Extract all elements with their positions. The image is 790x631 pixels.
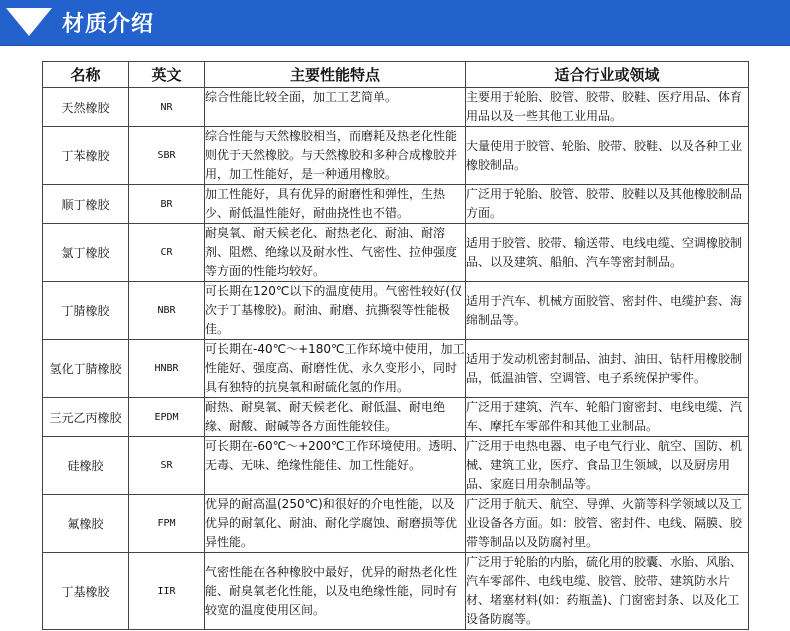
material-abbr: BR: [129, 185, 205, 224]
material-industry: 大量使用于胶管、轮胎、胶带、胶鞋、以及各种工业橡胶制品。: [466, 127, 749, 185]
material-name: 顺丁橡胶: [43, 185, 129, 224]
material-features: 耐臭氧、耐天候老化、耐热老化、耐油、耐溶剂、阻燃、绝缘以及耐水性、气密性、拉伸强度等方面的性能均较好。: [205, 224, 466, 282]
table-row: [43, 495, 749, 553]
header-banner: [0, 0, 790, 46]
material-features: 可长期在120℃以下的温度使用。气密性较好(仅次于丁基橡胶)。耐油、耐磨、抗撕裂等性能极佳。: [205, 282, 466, 340]
page-title: 材质介绍: [62, 12, 155, 37]
material-name: 氯丁橡胶: [43, 224, 129, 282]
material-name: 丁苯橡胶: [43, 127, 129, 185]
material-industry: 广泛用于轮胎、胶管、胶带、胶鞋以及其他橡胶制品方面。: [466, 185, 749, 224]
material-features: 可长期在-60℃～+200℃工作环境使用。透明、无毒、无味、绝缘性能佳、加工性能好。: [205, 437, 466, 495]
material-abbr: FPM: [129, 495, 205, 553]
material-industry: 广泛用于轮胎的内胎，硫化用的胶囊、水胎、风胎、汽车零部件、电线电缆、胶管、胶带、建筑防水片材、堵塞材料(如：药瓶盖)、门窗密封条、以及化工设备防腐等。: [466, 553, 749, 630]
material-abbr: SBR: [129, 127, 205, 185]
material-features: 气密性能在各种橡胶中最好，优异的耐热老化性能、耐臭氧老化性能，以及电绝缘性能，同时有较宽的温度使用区间。: [205, 553, 466, 630]
material-abbr: SR: [129, 437, 205, 495]
material-abbr: HNBR: [129, 340, 205, 398]
table-row: [43, 224, 749, 282]
material-name: 硅橡胶: [43, 437, 129, 495]
material-industry: 适用于胶管、胶带、输送带、电线电缆、空调橡胶制品、以及建筑、船舶、汽车等密封制品。: [466, 224, 749, 282]
material-spec-table: [42, 61, 749, 630]
column-header-english: 英文: [129, 62, 205, 88]
material-name: 天然橡胶: [43, 88, 129, 127]
material-abbr: NBR: [129, 282, 205, 340]
triangle-down-icon: [6, 8, 52, 36]
table-row: [43, 553, 749, 630]
material-industry: 广泛用于建筑、汽车、轮船门窗密封、电线电缆、汽车、摩托车零部件和其他工业制品。: [466, 398, 749, 437]
material-name: 丁腈橡胶: [43, 282, 129, 340]
table-header-row: [43, 62, 749, 88]
material-name: 丁基橡胶: [43, 553, 129, 630]
material-industry: 广泛用于航天、航空、导弹、火箭等科学领域以及工业设备各方面。如：胶管、密封件、电线、隔膜、胶带等制品以及防腐衬里。: [466, 495, 749, 553]
material-name: 三元乙丙橡胶: [43, 398, 129, 437]
table-row: [43, 185, 749, 224]
material-abbr: IIR: [129, 553, 205, 630]
table-row: [43, 88, 749, 127]
table-row: [43, 437, 749, 495]
material-features: 优异的耐高温(250℃)和很好的介电性能，以及优异的耐氧化、耐油、耐化学腐蚀、耐磨损等优异性能。: [205, 495, 466, 553]
table-row: [43, 127, 749, 185]
material-industry: 适用于汽车、机械方面胶管、密封件、电缆护套、海绵制品等。: [466, 282, 749, 340]
table-row: [43, 282, 749, 340]
material-name: 氢化丁腈橡胶: [43, 340, 129, 398]
column-header-features: 主要性能特点: [205, 62, 466, 88]
material-industry: 主要用于轮胎、胶管、胶带、胶鞋、医疗用品、体育用品以及一些其他工业用品。: [466, 88, 749, 127]
material-name: 氟橡胶: [43, 495, 129, 553]
table-row: [43, 340, 749, 398]
material-features: 可长期在-40℃～+180℃工作环境中使用，加工性能好、强度高、耐磨性优、永久变形小，同时具有独特的抗臭氧和耐硫化氢的作用。: [205, 340, 466, 398]
column-header-name: 名称: [43, 62, 129, 88]
material-abbr: NR: [129, 88, 205, 127]
column-header-industry: 适合行业或领域: [466, 62, 749, 88]
material-features: 耐热、耐臭氧、耐天候老化、耐低温、耐电绝缘、耐酸、耐碱等各方面性能较佳。: [205, 398, 466, 437]
material-industry: 适用于发动机密封制品、油封、油田、钻杆用橡胶制品，低温油管、空调管、电子系统保护零件。: [466, 340, 749, 398]
material-abbr: EPDM: [129, 398, 205, 437]
material-features: 综合性能与天然橡胶相当，而磨耗及热老化性能则优于天然橡胶。与天然橡胶和多种合成橡胶并用，加工性能好，是一种通用橡胶。: [205, 127, 466, 185]
material-features: 加工性能好，具有优异的耐磨性和弹性，生热少、耐低温性能好，耐曲挠性也不错。: [205, 185, 466, 224]
material-abbr: CR: [129, 224, 205, 282]
material-features: 综合性能比较全面，加工工艺简单。: [205, 88, 466, 127]
table-row: [43, 398, 749, 437]
material-industry: 广泛用于电热电器、电子电气行业、航空、国防、机械、建筑工业，医疗、食品卫生领域，以及厨房用品、家庭日用杂制品等。: [466, 437, 749, 495]
